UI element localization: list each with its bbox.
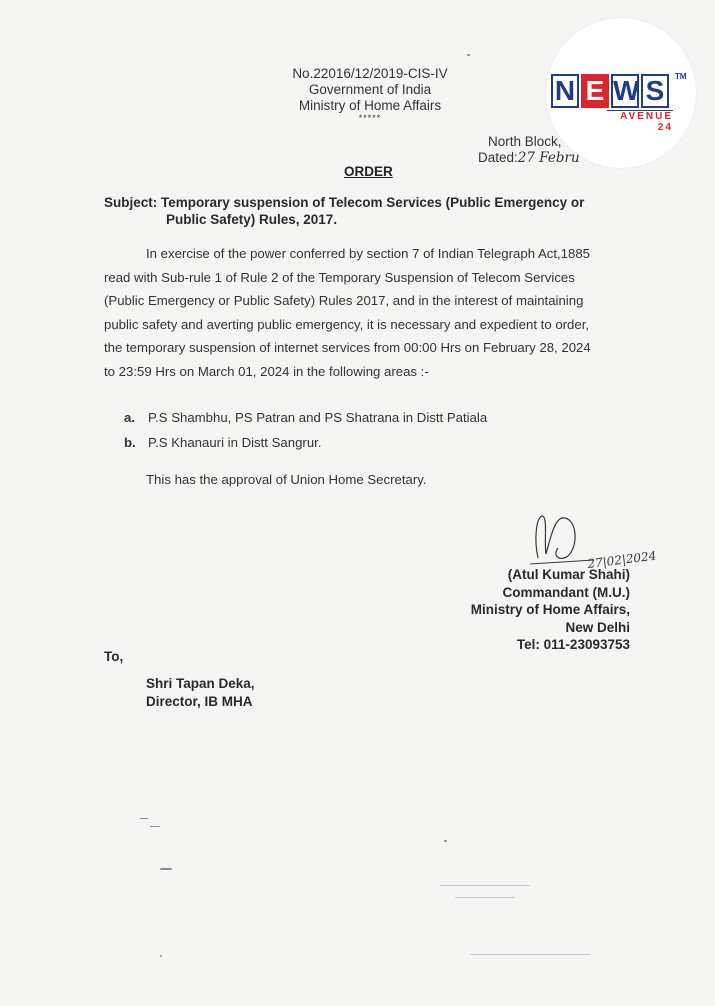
logo-letter: W — [613, 75, 640, 106]
signatory-block — [440, 566, 630, 654]
ministry-name: Ministry of Home Affairs — [298, 98, 442, 113]
handwritten-date: 27 Febru — [517, 150, 580, 166]
order-title: ORDER — [344, 164, 393, 179]
scan-speck — [455, 897, 515, 898]
addressee-designation: Director, IB MHA — [146, 693, 253, 709]
signatory-name: (Atul Kumar Shahi) — [507, 567, 630, 582]
scan-speck — [150, 826, 160, 827]
areas-list — [124, 410, 487, 460]
scan-speck — [467, 54, 470, 56]
place-line: North Block, — [488, 134, 562, 149]
header-stars: ***** — [358, 113, 382, 123]
date-line — [478, 150, 580, 166]
reference-number: No.22016/12/2019-CIS-IV — [292, 66, 448, 81]
list-item-text: P.S Shambhu, PS Patran and PS Shatrana in Distt Patiala — [148, 410, 488, 425]
subject — [104, 194, 644, 228]
logo-subtitle: AVENUE 24 — [607, 110, 673, 133]
scan-speck — [160, 955, 162, 957]
signatory-designation: Commandant (M.U.) — [502, 584, 630, 600]
signatory-city: New Delhi — [565, 619, 630, 635]
signatory-phone: Tel: 011-23093753 — [516, 637, 630, 652]
scan-speck — [440, 885, 530, 886]
signatory-ministry: Ministry of Home Affairs, — [470, 602, 630, 617]
logo-letter: E — [581, 74, 609, 108]
to-label: To, — [104, 649, 124, 664]
scan-speck — [140, 818, 148, 819]
logo-letters — [551, 74, 673, 108]
logo-letter: S — [641, 74, 669, 108]
scan-speck — [470, 954, 590, 955]
body-line-1: In exercise of the power conferred by section 7 of Indian Telegraph Act,1885 — [146, 246, 591, 261]
dated-label: Dated: — [478, 150, 518, 165]
government-name: Government of India — [308, 82, 432, 97]
list-item — [124, 410, 487, 435]
list-item-label: a. — [124, 410, 135, 425]
scan-speck — [160, 868, 172, 870]
list-item-text: P.S Khanauri in Distt Sangrur. — [148, 435, 322, 450]
signature-date: 27|02|2024 — [586, 548, 658, 571]
body-line-2: read with Sub-rule 1 of Rule 2 of the Temporary Suspension of Telecom Services — [104, 269, 575, 285]
body-line-6: to 23:59 Hrs on March 01, 2024 in the following areas :- — [104, 363, 429, 379]
subject-line-1: Subject: Temporary suspension of Telecom Services (Public Emergency or — [104, 195, 585, 210]
list-item — [124, 435, 487, 460]
logo-trademark: TM — [675, 72, 687, 81]
news-avenue-logo — [551, 72, 687, 133]
subject-line-2: Public Safety) Rules, 2017. — [166, 212, 338, 227]
addressee — [146, 675, 255, 710]
scan-speck — [444, 840, 447, 842]
logo-letter: N — [551, 74, 579, 108]
order-body — [104, 242, 634, 384]
letter-header — [270, 66, 470, 123]
addressee-name: Shri Tapan Deka, — [146, 676, 255, 691]
body-line-5: the temporary suspension of internet services from 00:00 Hrs on February 28, 2024 — [104, 340, 591, 356]
approval-note: This has the approval of Union Home Secretary. — [146, 472, 427, 487]
body-line-4: public safety and averting public emergency, it is necessary and expedient to order, — [104, 316, 590, 332]
body-line-3: (Public Emergency or Public Safety) Rules 2017, and in the interest of maintaining — [104, 293, 584, 309]
list-item-label: b. — [124, 435, 136, 450]
